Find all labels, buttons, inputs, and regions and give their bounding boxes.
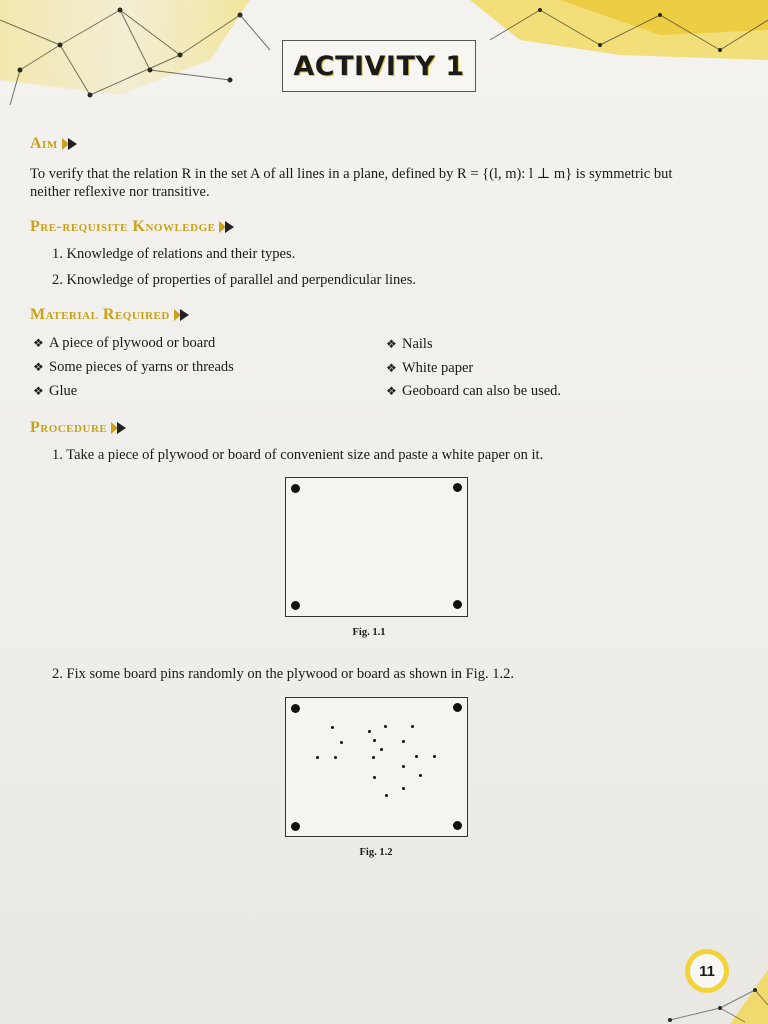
board-pin [373,776,376,779]
aim-heading [30,135,78,153]
material-item: ❖ A piece of plywood or board [33,335,216,351]
corner-pin [291,601,300,610]
corner-pin [453,821,462,830]
diamond-bullet-icon: ❖ [386,337,397,351]
diamond-bullet-icon: ❖ [386,361,397,375]
procedure-step-2: 2. Fix some board pins randomly on the plywood or board as shown in Fig. 1.2. [52,666,514,682]
corner-pin [453,703,462,712]
corner-pin [453,483,462,492]
figure-1-1-caption: Fig. 1.1 [352,627,386,638]
activity-title: ACTIVITY 1 [293,50,465,82]
board-pin [384,725,387,728]
board-pin [419,774,422,777]
aim-heading-label: Aim [30,135,58,152]
board-pin [411,725,414,728]
board-pin [334,756,337,759]
board-pin [372,756,375,759]
diamond-bullet-icon: ❖ [33,336,44,350]
corner-pin [291,822,300,831]
board-pin [402,740,405,743]
board-pin [385,794,388,797]
diamond-bullet-icon: ❖ [386,384,397,398]
board-pin [380,748,383,751]
board-pin [433,755,436,758]
board-pin [340,741,343,744]
board-pin [402,765,405,768]
board-pin [368,730,371,733]
activity-title-box [282,40,476,92]
aim-text-line2: neither reflexive nor transitive. [30,184,210,200]
corner-pin [453,600,462,609]
board-pin [402,787,405,790]
prerequisite-item-2: 2. Knowledge of properties of parallel and perpendicular lines. [52,272,416,288]
procedure-heading [30,419,127,437]
prerequisite-heading-label: Pre-requisite Knowledge [30,218,216,235]
figure-1-1-board [285,477,468,617]
diamond-bullet-icon: ❖ [33,384,44,398]
board-pin [331,726,334,729]
footer-decoration [660,960,768,1024]
materials-heading [30,306,190,324]
corner-pin [291,704,300,713]
material-item: ❖ Geoboard can also be used. [386,383,562,399]
double-arrow-icon [219,221,235,233]
double-arrow-icon [62,138,78,150]
board-pin [373,739,376,742]
figure-1-2-board [285,697,468,837]
corner-pin [291,484,300,493]
figure-1-2-caption: Fig. 1.2 [359,847,393,858]
board-pin [316,756,319,759]
material-item: ❖ Glue [33,383,78,399]
material-item: ❖ White paper [386,360,474,376]
board-pin [415,755,418,758]
aim-text-line1: To verify that the relation R in the set A of all lines in a plane, defined by R = {(l, m): l ⊥ m} is symmetric but [30,166,673,182]
diamond-bullet-icon: ❖ [33,360,44,374]
double-arrow-icon [174,309,190,321]
material-item: ❖ Nails [386,336,433,352]
material-item: ❖ Some pieces of yarns or threads [33,359,234,375]
prerequisite-heading [30,218,235,236]
procedure-heading-label: Procedure [30,419,108,436]
procedure-step-1: 1. Take a piece of plywood or board of convenient size and paste a white paper on it. [52,447,544,463]
page-number: 11 [690,954,724,988]
double-arrow-icon [111,422,127,434]
materials-heading-label: Material Required [30,306,170,323]
prerequisite-item-1: 1. Knowledge of relations and their types. [52,246,296,262]
